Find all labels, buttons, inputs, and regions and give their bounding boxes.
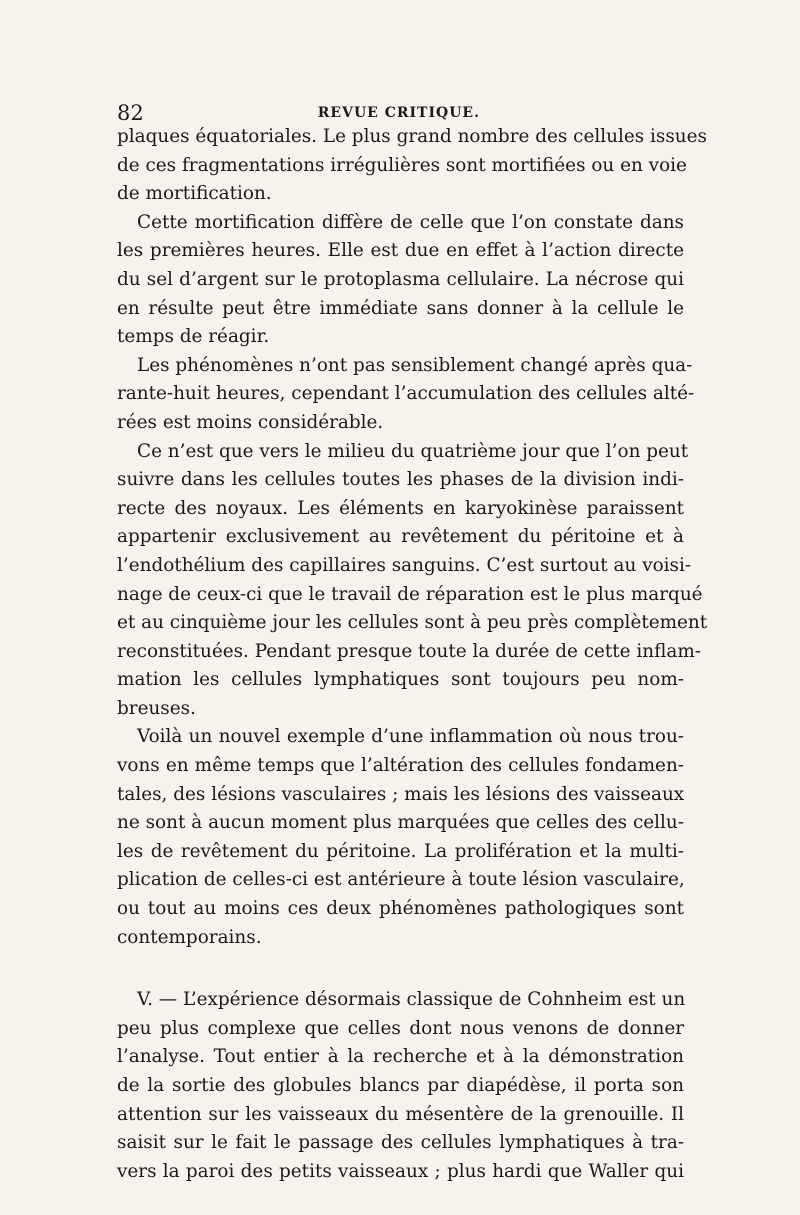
text-line: vers la paroi des petits vaisseaux ; plus hardi que Waller qui [117, 1160, 684, 1182]
text-line: l’endothélium des capillaires sanguins. C’est surtout au voisi- [117, 554, 692, 576]
text-line: plaques équatoriales. Le plus grand nombre des cellules issues [117, 126, 707, 147]
body-text [117, 123, 708, 1186]
text-line: du sel d’argent sur le protoplasma cellulaire. La nécrose qui [117, 268, 684, 290]
page-number: 82 [117, 101, 144, 125]
paragraph [117, 986, 684, 1186]
text-line: de ces fragmentations irrégulières sont mortifiées ou en voie [117, 154, 687, 176]
text-line: Ce n’est que vers le milieu du quatrième jour que l’on peut [137, 440, 689, 462]
text-line: de mortification. [117, 183, 272, 205]
text-line: de la sortie des globules blancs par diapédèse, il porta son [117, 1075, 684, 1096]
text-line: ne sont à aucun moment plus marquées que celles des cellu- [117, 812, 684, 834]
text-line: plication de celles-ci est antérieure à toute lésion vasculaire, [117, 869, 685, 891]
text-line: saisit sur le fait le passage des cellules lymphatiques à tra- [117, 1132, 684, 1154]
text-line: vons en même temps que l’altération des cellules fondamen- [117, 755, 684, 777]
text-line: appartenir exclusivement au revêtement du péritoine et à [117, 526, 684, 548]
section-gap [117, 952, 684, 986]
paragraph [117, 723, 684, 952]
text-line: rante-huit heures, cependant l’accumulation des cellules alté- [117, 383, 695, 405]
text-line: suivre dans les cellules toutes les phases de la division indi- [117, 469, 684, 491]
text-line: l’analyse. Tout entier à la recherche et à la démonstration [117, 1046, 684, 1068]
text-line: en résulte peut être immédiate sans donner à la cellule le [117, 297, 684, 319]
text-line: V. — L’expérience désormais classique de Cohnheim est un [137, 989, 686, 1011]
text-line: attention sur les vaisseaux du mésentère de la grenouille. Il [117, 1103, 684, 1125]
text-line: reconstituées. Pendant presque toute la durée de cette inflam- [117, 640, 702, 662]
text-line: Voilà un nouvel exemple d’une inflammation où nous trou- [137, 726, 684, 748]
text-line: peu plus complexe que celles dont nous venons de donner [117, 1017, 684, 1039]
text-line: ou tout au moins ces deux phénomènes pathologiques sont [117, 898, 684, 920]
text-line: breuses. [117, 697, 196, 719]
text-line: rées est moins considérable. [117, 411, 384, 433]
text-line: Les phénomènes n’ont pas sensiblement changé après qua- [137, 354, 693, 376]
paragraph [117, 438, 708, 724]
text-line: les de revêtement du péritoine. La prolifération et la multi- [117, 840, 684, 862]
paragraph [117, 352, 695, 438]
running-title: REVUE CRITIQUE. [317, 105, 480, 121]
paragraph [117, 123, 707, 209]
paragraph [117, 209, 684, 352]
text-line: tales, des lésions vasculaires ; mais les lésions des vaisseaux [117, 783, 685, 805]
text-line: recte des noyaux. Les éléments en karyokinèse paraissent [117, 497, 684, 519]
text-line: Cette mortification diffère de celle que l’on constate dans [137, 211, 684, 233]
text-line: mation les cellules lymphatiques sont toujours peu nom- [117, 669, 684, 691]
text-line: temps de réagir. [117, 326, 270, 348]
text-line: contemporains. [117, 926, 262, 948]
text-line: les premières heures. Elle est due en effet à l’action directe [117, 240, 684, 262]
text-line: nage de ceux-ci que le travail de réparation est le plus marqué [117, 583, 703, 605]
text-line: et au cinquième jour les cellules sont à peu près complètement [117, 612, 708, 634]
